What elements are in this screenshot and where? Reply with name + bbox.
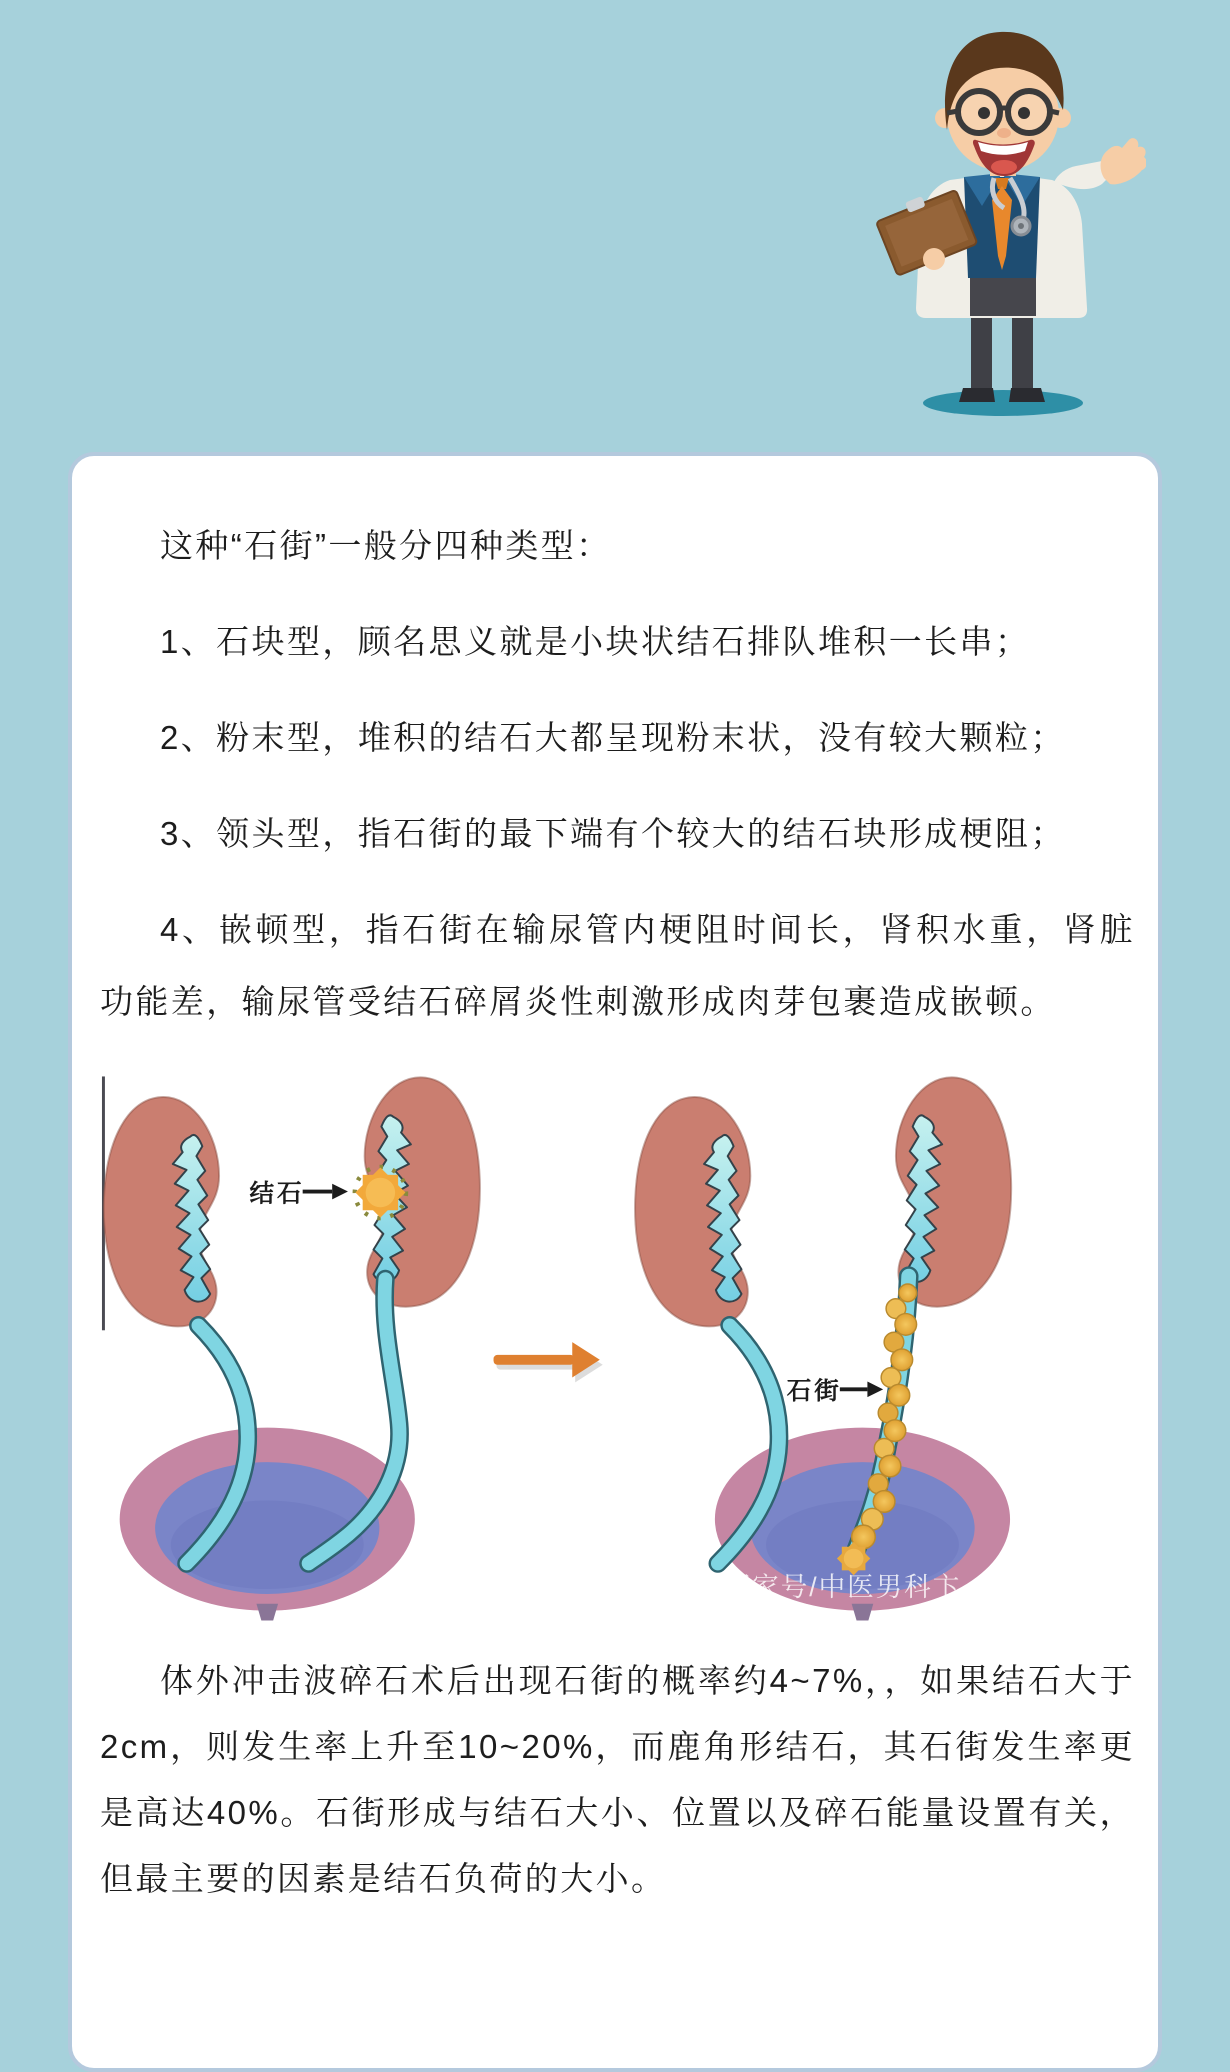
doctor-mouth [973, 140, 1035, 176]
urinary-system-illustration [100, 1074, 1135, 1626]
article-card [68, 452, 1162, 2072]
urinary-system-diagram [100, 1074, 1135, 1621]
watermark: 百家号/中医男科卞 [723, 1571, 962, 1602]
paragraph-type-2: 2、粉末型，堆积的结石大都呈现粉末状，没有较大颗粒； [160, 719, 1066, 756]
doctor-illustration [860, 10, 1146, 420]
kidney-shape [635, 1097, 750, 1326]
kidney-shape [104, 1097, 219, 1326]
doctor-nose [997, 128, 1011, 138]
paragraph-type-4: 4、嵌顿型，指石街在输尿管内梗阻时间长，肾积水重，肾脏功能差，输尿管受结石碎屑炎性刺激形成肉芽包裹造成嵌顿。 [100, 911, 1135, 1020]
stone-label-arrow-icon [303, 1184, 348, 1200]
right-urinary-system [635, 1077, 1011, 1620]
transition-arrow-icon [494, 1342, 603, 1382]
stone-street-label: 石街 [786, 1378, 842, 1406]
stone-label: 结石 [249, 1180, 305, 1208]
doctor-floor-shadow [923, 390, 1083, 416]
paragraph-type-1: 1、石块型，顾名思义就是小块状结石排队堆积一长串； [160, 623, 1031, 660]
paragraph-statistics: 体外冲击波碎石术后出现石街的概率约4~7%，，如果结石大于2cm，则发生率上升至10~20%，而鹿角形结石，其石街发生率更是高达40%。石街形成与结石大小、位置以及碎石能量设置有关，但最主要的因素是结石负荷的大小。 [100, 1662, 1135, 1897]
doctor-left-hand [1101, 138, 1146, 184]
paragraph-type-3: 3、领头型，指石街的最下端有个较大的结石块形成梗阻； [160, 815, 1066, 852]
doctor-pants-panel [970, 272, 1036, 316]
doctor-right-hand [923, 248, 945, 270]
stone-street-arrow-icon [840, 1381, 883, 1397]
stone-street-starburst [837, 1542, 870, 1575]
paragraph-intro: 这种“石街”一般分四种类型： [160, 527, 612, 564]
left-urinary-system [104, 1077, 480, 1620]
